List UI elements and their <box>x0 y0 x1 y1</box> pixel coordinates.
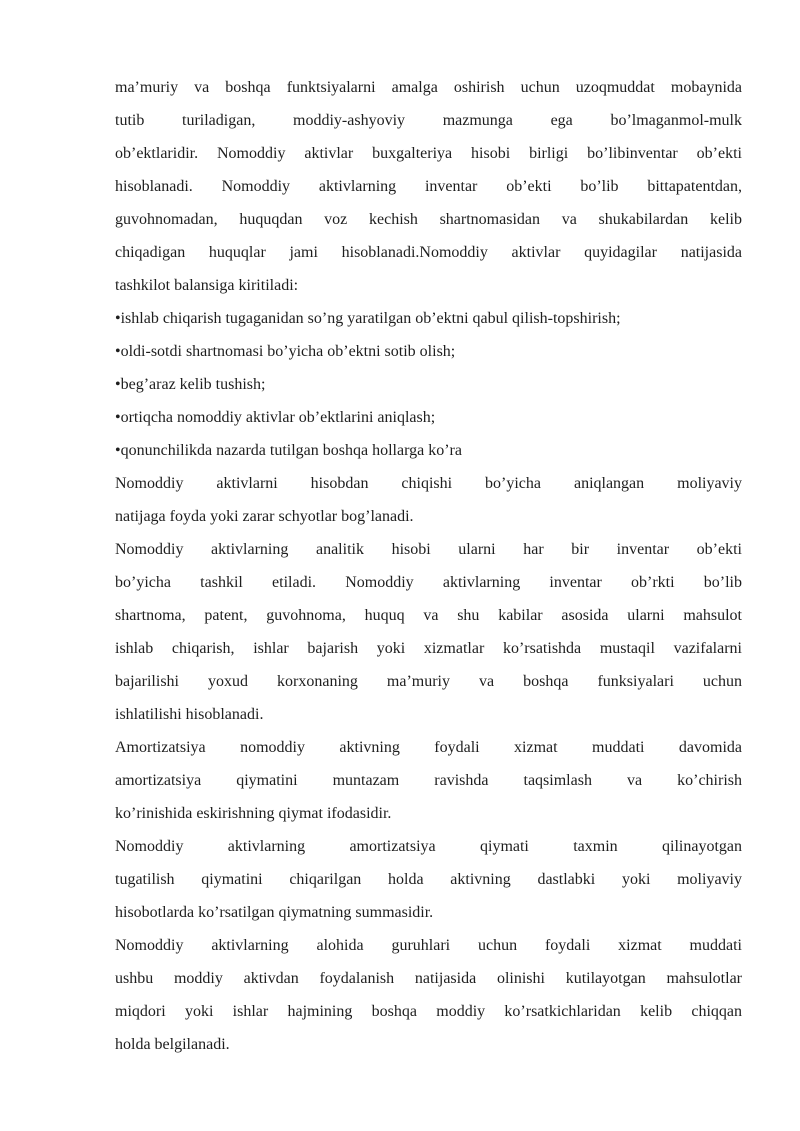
text-line: chiqadigan huquqlar jami hisoblanadi.Nomoddiy aktivlar quyidagilar natijasida <box>115 244 742 261</box>
text-line: •qonunchilikda nazarda tutilgan boshqa hollarga ko’ra <box>115 442 462 459</box>
text-line: amortizatsiya qiymatini muntazam ravishda taqsimlash va ko’chirish <box>115 772 742 789</box>
text-line: hisobotlarda ko’rsatilgan qiymatning summasidir. <box>115 904 434 921</box>
text-line: Nomoddiy aktivlarning amortizatsiya qiymati taxmin qilinayotgan <box>115 838 742 855</box>
text-line: Nomoddiy aktivlarning alohida guruhlari uchun foydali xizmat muddati <box>115 937 742 954</box>
document-page <box>115 71 742 1061</box>
text-line: natijaga foyda yoki zarar schyotlar bog’lanadi. <box>115 508 414 525</box>
text-line: Nomoddiy aktivlarni hisobdan chiqishi bo’yicha aniqlangan moliyaviy <box>115 475 742 492</box>
text-line: ma’muriy va boshqa funktsiyalarni amalga oshirish uchun uzoqmuddat mobaynida <box>115 79 742 96</box>
text-line: miqdori yoki ishlar hajmining boshqa moddiy ko’rsatkichlaridan kelib chiqqan <box>115 1003 742 1020</box>
text-line: •beg’araz kelib tushish; <box>115 376 266 393</box>
text-line: holda belgilanadi. <box>115 1036 230 1053</box>
text-line: guvohnomadan, huquqdan voz kechish shartnomasidan va shukabilardan kelib <box>115 211 742 228</box>
text-line: tutib turiladigan, moddiy-ashyoviy mazmunga ega bo’lmaganmol-mulk <box>115 112 742 129</box>
text-line: •oldi-sotdi shartnomasi bo’yicha ob’ektni sotib olish; <box>115 343 456 360</box>
text-line: ishlatilishi hisoblanadi. <box>115 706 264 723</box>
text-line: ko’rinishida eskirishning qiymat ifodasidir. <box>115 805 392 822</box>
text-line: bajarilishi yoxud korxonaning ma’muriy va boshqa funksiyalari uchun <box>115 673 742 690</box>
text-line: ushbu moddiy aktivdan foydalanish natijasida olinishi kutilayotgan mahsulotlar <box>115 970 742 987</box>
text-line: bo’yicha tashkil etiladi. Nomoddiy aktivlarning inventar ob’rkti bo’lib <box>115 574 742 591</box>
text-line: ishlab chiqarish, ishlar bajarish yoki xizmatlar ko’rsatishda mustaqil vazifalarni <box>115 640 742 657</box>
text-line: tugatilish qiymatini chiqarilgan holda aktivning dastlabki yoki moliyaviy <box>115 871 742 888</box>
text-line: Nomoddiy aktivlarning analitik hisobi ularni har bir inventar ob’ekti <box>115 541 742 558</box>
text-line: tashkilot balansiga kiritiladi: <box>115 277 299 294</box>
text-line: hisoblanadi. Nomoddiy aktivlarning inventar ob’ekti bo’lib bittapatentdan, <box>115 178 742 195</box>
text-line: Amortizatsiya nomoddiy aktivning foydali xizmat muddati davomida <box>115 739 742 756</box>
text-line: ob’ektlaridir. Nomoddiy aktivlar buxgalteriya hisobi birligi bo’libinventar ob’ekti <box>115 145 742 162</box>
text-line: •ishlab chiqarish tugaganidan so’ng yaratilgan ob’ektni qabul qilish-topshirish; <box>115 310 621 327</box>
text-line: •ortiqcha nomoddiy aktivlar ob’ektlarini aniqlash; <box>115 409 436 426</box>
text-line: shartnoma, patent, guvohnoma, huquq va shu kabilar asosida ularni mahsulot <box>115 607 742 624</box>
